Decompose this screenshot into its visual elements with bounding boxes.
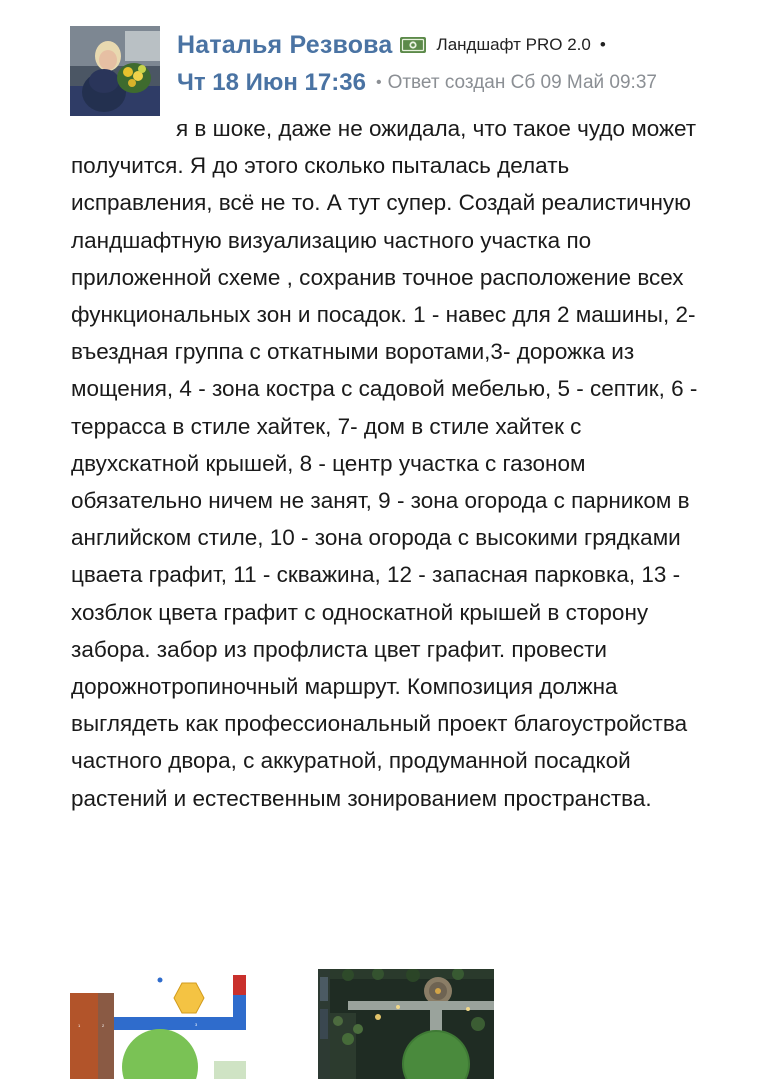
author-rank: Ландшафт PRO 2.0	[436, 35, 591, 54]
message-body: я в шоке, даже не ожидала, что такое чудо может получится. Я до этого сколько пыталась делать исправления, всё не то. А тут супер. Создай реалистичную ландшафтную визуализацию частного участка по приложенной схеме , сохранив точное расположение всех функциональных зон и посадок. 1 - навес для 2 машины, 2- въездная группа с откатными воротами,3- дорожка из мощения, 4 - зона костра с садовой мебелью, 5 - септик, 6 - террасса в стиле хайтек, 7- дом в стиле хайтек с двухскатной крышей, 8 - центр участка с газоном обязательно ничем не занят, 9 - зона огорода с парником в английском стиле, 10 - зона огорода с высокими грядками цваета графит, 11 - скважина, 12 - запасная парковка, 13 - хозблок цвета графит с односкатной крышей в сторону забора. забор из профлиста цвет графит. провести дорожнотропиночный маршрут. Композиция должна выглядеть как профессиональный проект благоустройства частного двора, с аккуратной, продуманной посадкой растений и естественным зонированием пространства.	[71, 116, 698, 811]
meta-separator: •	[375, 74, 382, 91]
post-date-link[interactable]: Чт 18 Июн 17:36	[177, 69, 366, 96]
svg-text:2: 2	[102, 1023, 105, 1028]
svg-text:1: 1	[78, 1023, 81, 1028]
post-header	[177, 27, 606, 63]
author-name-link[interactable]: Наталья Резвова	[177, 30, 393, 59]
site-scheme-thumbnail	[70, 969, 246, 1079]
avatar[interactable]	[70, 26, 160, 116]
post-meta	[177, 66, 657, 100]
landscape-render-thumbnail	[318, 969, 494, 1079]
attachment-scheme[interactable]	[70, 969, 246, 1079]
money-badge-icon	[399, 35, 427, 55]
attachment-render[interactable]	[318, 969, 494, 1079]
svg-text:3: 3	[195, 1022, 198, 1027]
reply-created-time: Ответ создан Сб 09 Май 09:37	[387, 72, 657, 93]
avatar-photo	[70, 26, 160, 116]
header-dot: •	[599, 35, 606, 54]
